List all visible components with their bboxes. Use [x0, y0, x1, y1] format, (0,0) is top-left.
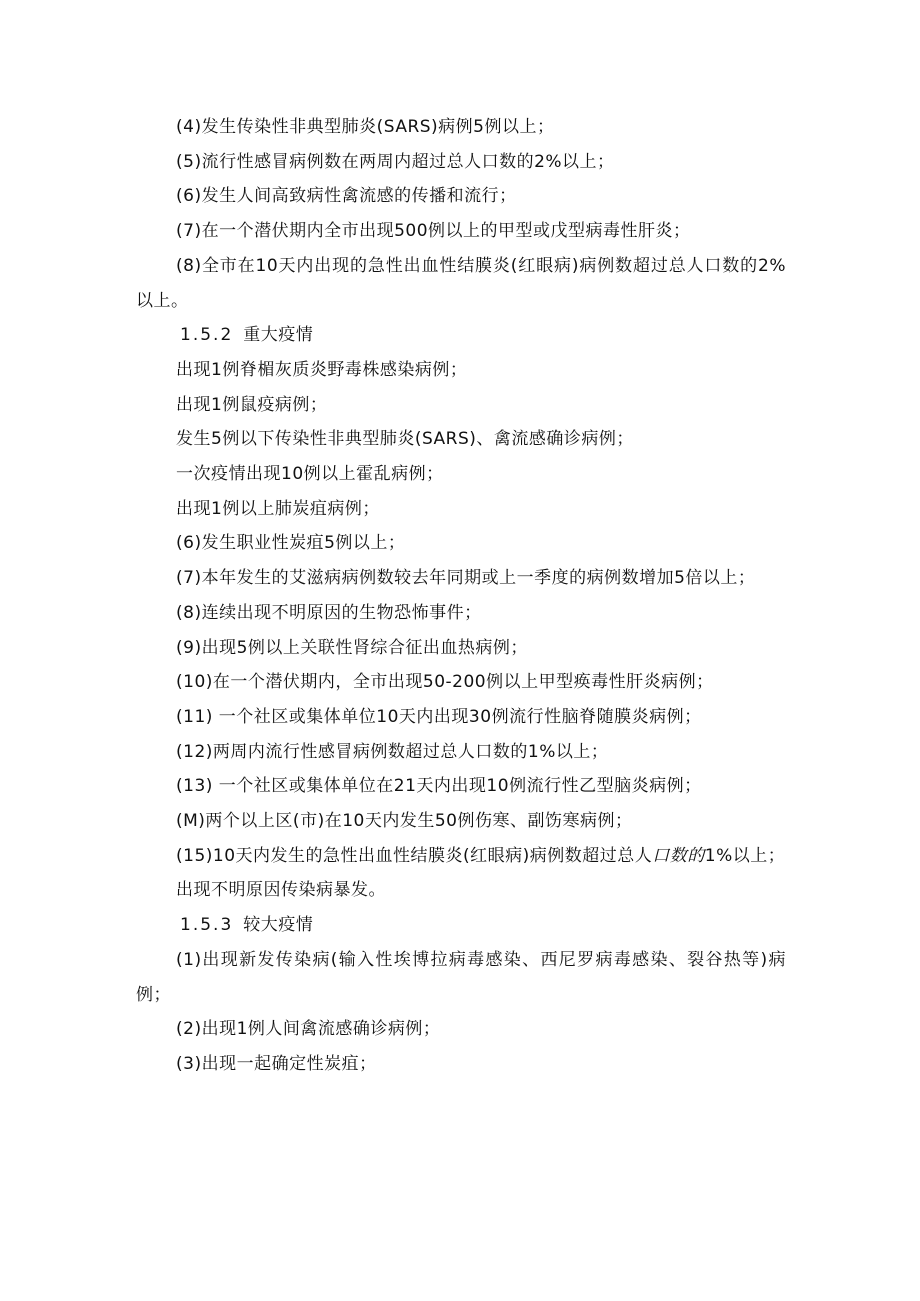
document-body: [136, 110, 786, 1082]
item-15-italic-text: 口数的: [652, 845, 705, 866]
paragraph-item-8-bioterror: (8)连续出现不明原因的生物恐怖事件；: [176, 602, 482, 623]
paragraph-item-5: (5)流行性感冒病例数在两周内超过总人口数的2%以上；: [176, 151, 615, 172]
paragraph-item-7-aids: (7)本年发生的艾滋病病例数较去年同期或上一季度的病例数增加5倍以上；: [176, 568, 756, 589]
paragraph-item-12-influenza: (12)两周内流行性感冒病例数超过总人口数的1%以上；: [176, 741, 609, 762]
item-15-suffix: 1%以上；: [704, 845, 786, 866]
paragraph-polio: 出现1例脊楣灰质炎野毒株感染病例；: [176, 359, 468, 380]
paragraph-sars: 发生5例以下传染性非典型肺炎(SARS)、禽流感确诊病例；: [176, 429, 634, 450]
paragraph-item-4: (4)发生传染性非典型肺炎(SARS)病例5例以上；: [176, 117, 555, 137]
section-title: 较大疫情: [243, 915, 314, 936]
paragraph-item-6: (6)发生人间高致病性禽流感的传播和流行；: [176, 186, 517, 207]
section-heading-1-5-2: [136, 318, 786, 353]
paragraph-item-11-meningitis: (11) 一个社区或集体单位10天内出现30例流行性脑脊随膜炎病例；: [176, 706, 702, 727]
paragraph-item-3-anthrax: (3)出现一起确定性炭疽；: [176, 1053, 377, 1074]
paragraph-item-15-conjunctivitis: [136, 839, 786, 874]
item-15-prefix: (15)10天内发生的急性出血性结膜炎(红眼病)病例数超过总人: [176, 845, 653, 866]
paragraph-plague: 出现1例鼠疫病例；: [176, 394, 328, 415]
section-heading-1-5-3: [136, 908, 786, 943]
paragraph-item-1-new-disease: (1)出现新发传染病(输入性埃博拉病毒感染、西尼罗病毒感染、裂谷热等)病例；: [136, 949, 786, 1005]
section-number: 1.5.2: [180, 325, 234, 346]
paragraph-item-9-hfrs: (9)出现5例以上关联性肾综合征出血热病例；: [176, 637, 528, 658]
paragraph-cholera: 一次疫情出现10例以上霍乱病例；: [176, 464, 444, 485]
paragraph-unknown-outbreak: 出现不明原因传染病暴发。: [176, 880, 386, 901]
paragraph-item-10-hepatitis: (10)在一个潜伏期内，全市出现50-200例以上甲型痪毒性肝炎病例；: [176, 672, 714, 693]
section-title: 重大疫情: [243, 325, 314, 346]
paragraph-anthrax: 出现1例以上肺炭疽病例；: [176, 498, 380, 519]
paragraph-item-7: (7)在一个潜伏期内全市出现500例以上的甲型或戊型病毒性肝炎；: [176, 221, 691, 242]
paragraph-item-8: (8)全市在10天内出现的急性出血性结膜炎(红眼病)病例数超过总人口数的2%以上。: [136, 255, 786, 311]
section-number: 1.5.3: [180, 915, 234, 936]
paragraph-item-14-typhoid: (M)两个以上区(市)在10天内发生50例伤寒、副饬寒病例；: [176, 811, 633, 832]
paragraph-item-13-encephalitis: (13) 一个社区或集体单位在21天内出现10例流行性乙型脑炎病例；: [176, 776, 702, 797]
paragraph-item-2-avian-flu: (2)出现1例人间禽流感确诊病例；: [176, 1019, 441, 1040]
paragraph-item-6-occupational: (6)发生职业性炭疽5例以上；: [176, 533, 406, 554]
